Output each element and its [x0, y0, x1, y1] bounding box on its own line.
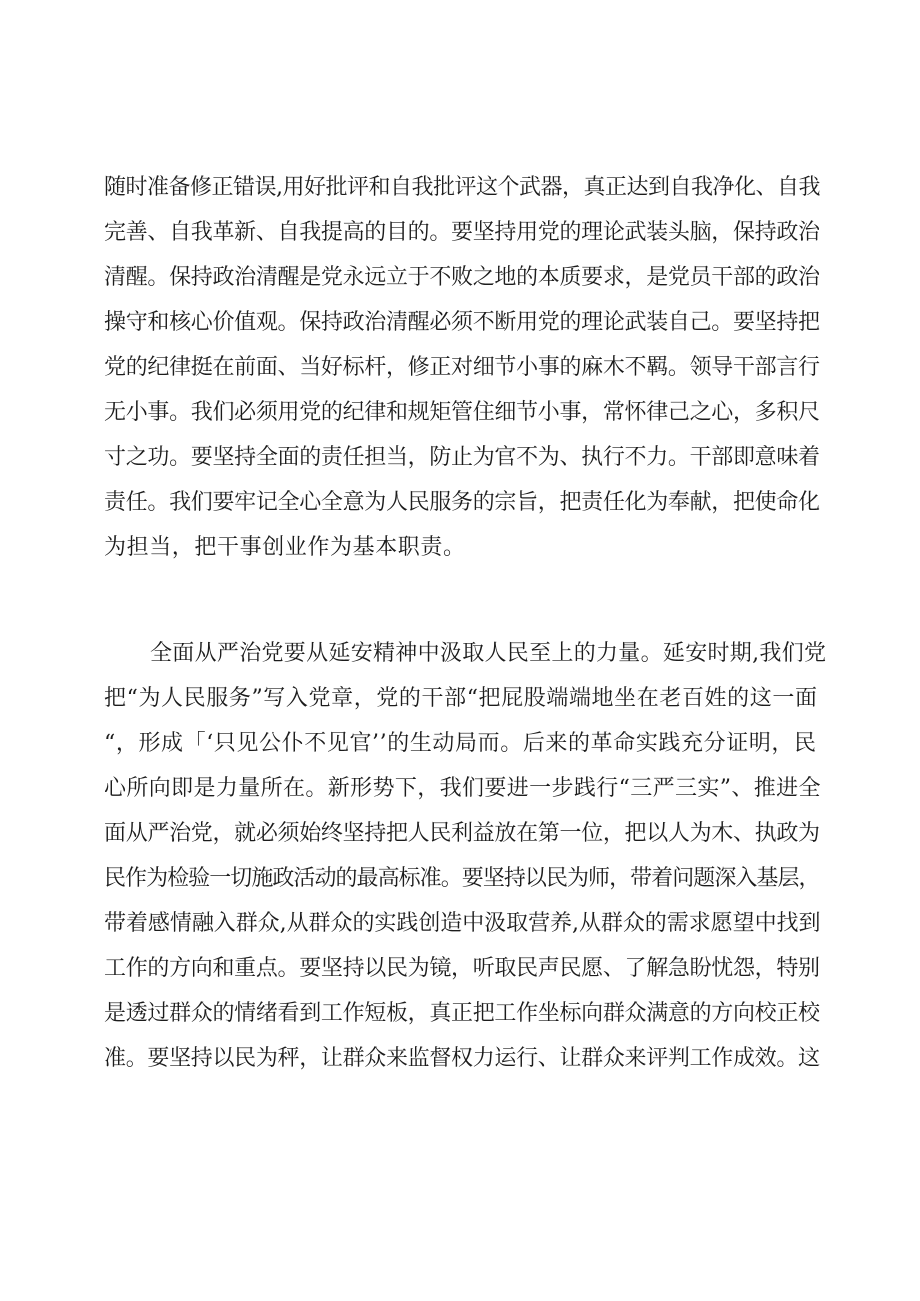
- paragraph-line: 把“为人民服务”写入党章，党的干部“把屁股端端地坐在老百姓的这一面: [104, 686, 818, 711]
- paragraph-line: 为担当，把干事创业作为基本职责。: [104, 535, 466, 560]
- paragraph-line: 责任。我们要牢记全心全意为人民服务的宗旨，把责任化为奉献，把使命化: [104, 490, 820, 515]
- paragraph-line: 工作的方向和重点。要坚持以民为镜，听取民声民愿、了解急盼忧怨，特别: [104, 956, 820, 981]
- paragraph-line: 全面从严治党要从延安精神中汲取人民至上的力量。延安时期,我们党: [150, 641, 827, 666]
- paragraph-line: 完善、自我革新、自我提高的目的。要坚持用党的理论武装头脑，保持政治: [104, 220, 820, 245]
- paragraph-line: 是透过群众的情绪看到工作短板，真正把工作坐标向群众满意的方向校正校: [104, 1001, 820, 1026]
- paragraph-line: 党的纪律挺在前面、当好标杆，修正对细节小事的麻木不羁。领导干部言行: [104, 355, 820, 380]
- paragraph-line: 带着感情融入群众,从群众的实践创造中汲取营养,从群众的需求愿望中找到: [104, 911, 821, 936]
- paragraph-line: 清醒。保持政治清醒是党永远立于不败之地的本质要求，是党员干部的政治: [104, 265, 820, 290]
- paragraph-line: 无小事。我们必须用党的纪律和规矩管住细节小事，常怀律己之心，多积尺: [104, 400, 820, 425]
- paragraph-line: 心所向即是力量所在。新形势下，我们要进一步践行“三严三实”、推进全: [104, 776, 821, 801]
- paragraph-line: “，形成「‘只见公仆不见官’’的生动局而。后来的革命实践充分证明，民: [104, 731, 817, 756]
- paragraph-line: 民作为检验一切施政活动的最高标准。要坚持以民为师，带着问题深入基层，: [104, 866, 820, 891]
- paragraph-line: 面从严治党，就必须始终坚持把人民利益放在第一位，把以人为木、执政为: [104, 821, 820, 846]
- paragraph-line: 准。要坚持以民为秤，让群众来监督权力运行、让群众来评判工作成效。这: [104, 1046, 820, 1071]
- paragraph-line: 操守和核心价值观。保持政治清醒必须不断用党的理论武装自己。要坚持把: [104, 310, 820, 335]
- paragraph-line: 寸之功。要坚持全面的责任担当，防止为官不为、执行不力。干部即意味着: [104, 445, 820, 470]
- paragraph-line: 随时准备修正错误,用好批评和自我批评这个武器，真正达到自我净化、自我: [104, 175, 820, 200]
